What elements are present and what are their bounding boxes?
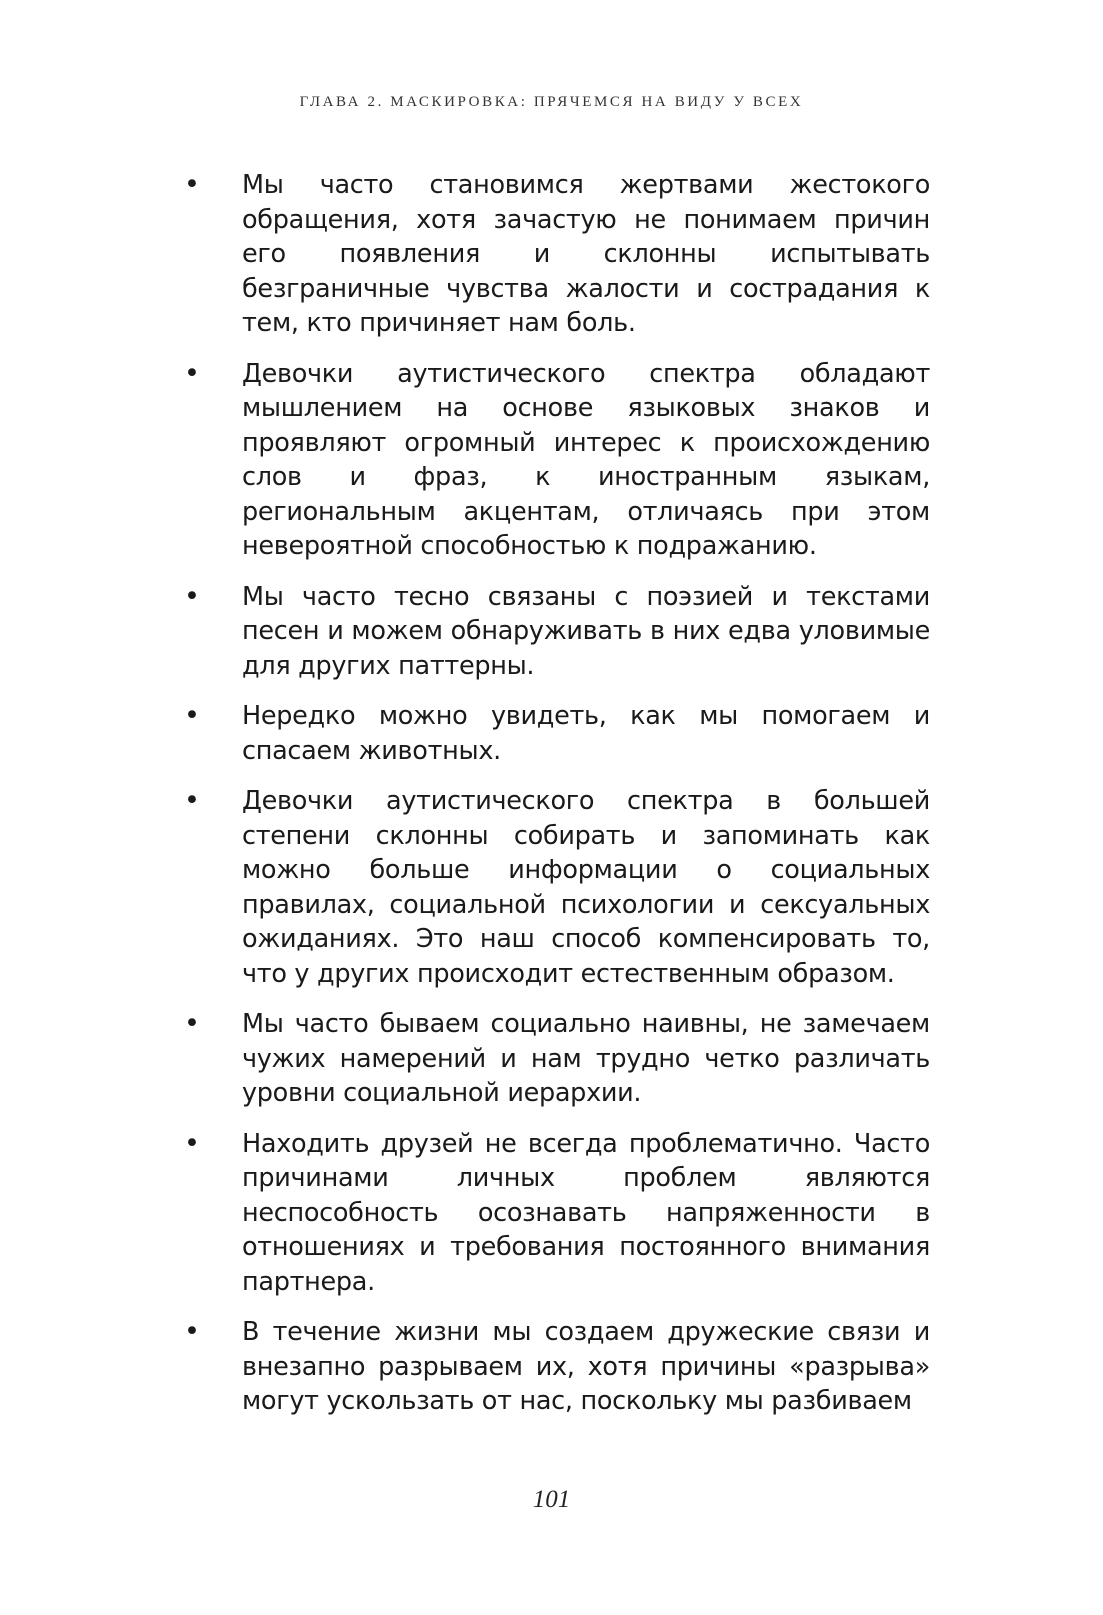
running-head: ГЛАВА 2. МАСКИРОВКА: ПРЯЧЕМСЯ НА ВИДУ У ВСЕХ [299,94,804,110]
bullet-list [182,168,930,1435]
bullet-icon: • [184,785,200,816]
bullet-icon: • [184,169,200,200]
list-item-text: Мы часто становимся жертвами жестокого обращения, хотя зачастую не понимаем причин его появления и склонны испытывать безграничные чувства жалости и сострадания к тем, кто причиняет нам боль. [242,170,930,338]
list-item-text: Мы часто бываем социально наивны, не замечаем чужих намерений и нам трудно четко различать уровни социальной иерархии. [242,1009,930,1108]
bullet-icon: • [184,580,200,612]
list-item [182,1127,930,1300]
list-item [182,580,930,684]
bullet-icon: • [184,1316,200,1347]
list-item-text: Девочки аутистического спектра в большей степени склонны собирать и запоминать как можно больше информации о социальных правилах, социальной психологии и сексуальных ожиданиях. Это наш способ компенсировать то, что у других происходит естественным образом. [242,786,930,989]
list-item-text: Мы часто тесно связаны с поэзией и текстами песен и можем обнаруживать в них едва уловимые для других паттерны. [242,581,930,681]
bullet-icon: • [184,1008,200,1039]
list-item-text: В течение жизни мы создаем дружеские связи и внезапно разрываем их, хотя причины «разрыва» могут ускользать от нас, поскольку мы разбиваем [242,1317,930,1416]
list-item [182,699,930,768]
list-item [182,1315,930,1419]
list-item [182,1007,930,1111]
list-item [182,357,930,564]
list-item [182,784,930,991]
list-item [182,168,930,341]
page-number: 101 [532,1486,571,1513]
bullet-icon: • [184,357,200,389]
bullet-icon: • [184,700,200,731]
list-item-text: Девочки аутистического спектра обладают мышлением на основе языковых знаков и проявляют огромный интерес к происхождению слов и фраз, к иностранным языкам, региональным акцентам, отличаясь при этом невероятной способностью к подражанию. [242,358,930,561]
list-item-text: Нередко можно увидеть, как мы помогаем и спасаем животных. [242,701,930,766]
bullet-icon: • [184,1127,200,1159]
list-item-text: Находить друзей не всегда проблематично. Часто причинами личных проблем являются неспособность осознавать напряженности в отношениях и требования постоянного внимания партнера. [242,1128,930,1297]
